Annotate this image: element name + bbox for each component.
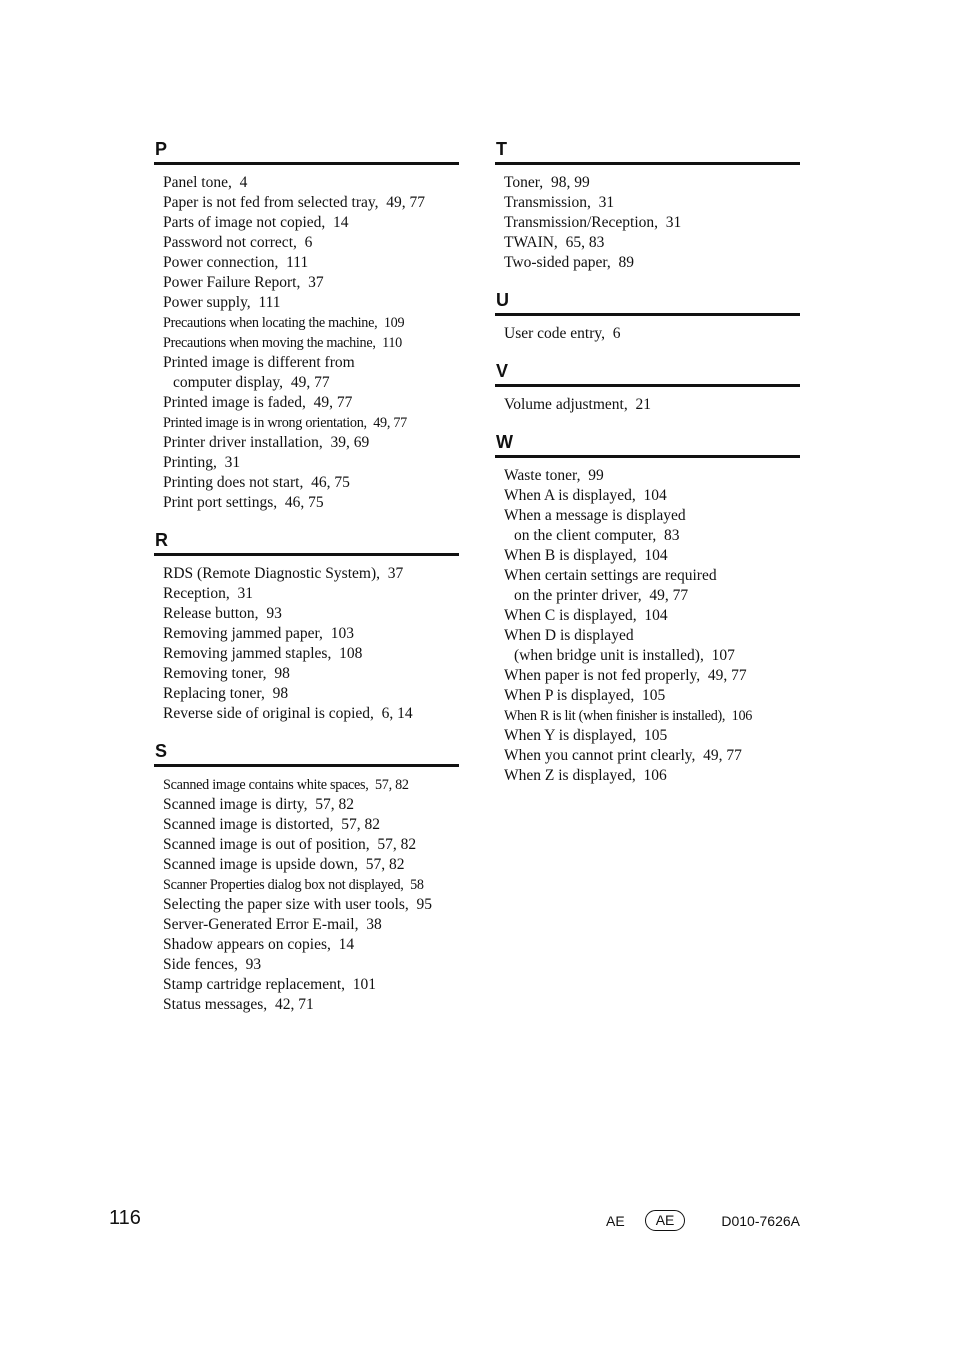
entry-term: When Z is displayed, [504,767,636,784]
entry-term: on the client computer, [514,527,657,544]
index-section [154,738,459,1015]
entry-term: Power Failure Report, [163,274,301,291]
entry-term: Password not correct, [163,234,297,251]
index-entry [154,333,459,353]
entry-pages: 21 [635,396,651,413]
entry-term: Scanned image is upside down, [163,856,359,873]
section-rule [495,455,800,458]
entry-term: When certain settings are required [504,567,717,584]
index-entry [154,293,459,313]
entry-pages: 105 [642,687,666,704]
index-entry [154,564,459,584]
entry-term: Reception, [163,585,230,602]
entry-pages: 49, 77 [313,394,353,411]
index-entry [154,775,459,795]
entry-term: Shadow appears on copies, [163,936,331,953]
entry-pages: 57, 82 [341,816,380,833]
index-entry [154,213,459,233]
entry-term: Printed image is in wrong orientation, [163,415,367,431]
index-entry [154,664,459,684]
entry-term: When R is lit (when finisher is installed), [504,708,726,724]
entry-pages: 57, 82 [375,777,409,793]
index-entry [154,624,459,644]
entry-term: Toner, [504,174,544,191]
entry-pages: 103 [330,625,354,642]
entry-term: Paper is not fed from selected tray, [163,194,379,211]
index-entry [154,795,459,815]
entry-pages: 38 [366,916,382,933]
entry-pages: 98 [274,665,290,682]
entry-term: Removing jammed paper, [163,625,323,642]
index-entry [495,746,800,766]
index-entry [495,486,800,506]
entry-term: Reverse side of original is copied, [163,705,374,722]
footer-region: AE [606,1212,625,1229]
entry-pages: 31 [598,194,615,211]
entry-pages: 4 [239,174,248,191]
section-rule [495,384,800,387]
entry-pages: 111 [258,294,281,311]
index-entry [154,704,459,724]
entry-pages: 108 [339,645,363,662]
index-entry [154,313,459,333]
section-letter: P [155,139,168,159]
index-entry [154,373,459,393]
entry-pages: 101 [352,976,377,993]
entry-term: (when bridge unit is installed), [514,647,704,664]
index-entry [495,766,800,786]
section-letter: W [496,432,513,452]
entry-term: Print port settings, [163,494,278,511]
index-entry [154,875,459,895]
index-section [154,527,459,724]
entry-pages: 49, 77 [703,747,742,764]
entry-pages: 99 [588,467,604,484]
index-entry [495,546,800,566]
entry-term: Printed image is different from [163,354,355,371]
entry-term: Status messages, [163,996,268,1013]
entry-pages: 37 [387,565,404,582]
index-entry [154,584,459,604]
footer-doc-code: D010-7626A [721,1212,800,1229]
entry-pages: 49, 77 [649,587,689,604]
index-entry [154,604,459,624]
section-letter: V [496,361,509,381]
section-rule [154,162,459,165]
index-entry [154,995,459,1015]
entry-term: TWAIN, [504,234,558,251]
index-entry [495,193,800,213]
entry-term: When a message is displayed [504,507,686,524]
entry-pages: 6, 14 [381,705,413,722]
entry-pages: 104 [644,607,668,624]
section-rule [154,764,459,767]
index-entry [154,273,459,293]
entry-pages: 57, 82 [315,796,354,813]
entry-term: Transmission, [504,194,591,211]
index-column-left [154,136,459,1029]
entry-pages: 106 [731,708,753,724]
index-entry [154,684,459,704]
section-rule [154,553,459,556]
entry-term: When Y is displayed, [504,727,637,744]
section-rule [495,313,800,316]
entry-pages: 65, 83 [565,234,605,251]
entry-term: Removing jammed staples, [163,645,332,662]
entry-pages: 83 [664,527,680,544]
index-entry [154,453,459,473]
entry-term: Power supply, [163,294,251,311]
entry-term: Printer driver installation, [163,434,323,451]
section-letter: T [496,139,507,159]
entry-pages: 39, 69 [330,434,370,451]
entry-pages: 104 [644,547,668,564]
section-letter: R [155,530,168,550]
index-entry [154,975,459,995]
entry-pages: 49, 77 [290,374,330,391]
entry-term: Parts of image not copied, [163,214,326,231]
entry-term: Server-Generated Error E-mail, [163,916,359,933]
index-entry [154,815,459,835]
entry-pages: 57, 82 [377,836,417,853]
index-entry [154,855,459,875]
entry-pages: 93 [245,956,262,973]
index-section [495,136,800,273]
index-section [154,136,459,513]
index-entry [154,835,459,855]
entry-term: User code entry, [504,325,605,342]
entry-term: When D is displayed [504,627,634,644]
entry-pages: 105 [644,727,668,744]
entry-pages: 98 [272,685,289,702]
index-section [495,287,800,344]
section-letter: S [155,741,168,761]
index-entry [495,233,800,253]
entry-pages: 49, 77 [386,194,425,211]
entry-term: When B is displayed, [504,547,637,564]
entry-term: Scanner Properties dialog box not displayed, [163,877,404,893]
index-entry [154,935,459,955]
entry-term: Waste toner, [504,467,581,484]
entry-term: RDS (Remote Diagnostic System), [163,565,380,582]
entry-term: Side fences, [163,956,238,973]
entry-term: Scanned image is out of position, [163,836,370,853]
index-entry [495,395,800,415]
index-entry [154,253,459,273]
entry-term: When A is displayed, [504,487,636,504]
entry-term: Printing, [163,454,217,471]
entry-pages: 110 [382,335,402,351]
index-entry [495,646,800,666]
index-entry [154,433,459,453]
entry-term: Precautions when locating the machine, [163,315,378,331]
entry-pages: 14 [338,936,355,953]
index-entry [495,466,800,486]
entry-pages: 6 [304,234,313,251]
entry-pages: 98, 99 [550,174,590,191]
index-entry [154,193,459,213]
entry-term: When C is displayed, [504,607,637,624]
index-section [495,358,800,415]
entry-pages: 31 [237,585,253,602]
entry-term: computer display, [173,374,284,391]
entry-pages: 42, 71 [274,996,314,1013]
index-entry [495,666,800,686]
entry-term: When P is displayed, [504,687,635,704]
entry-pages: 46, 75 [311,474,350,491]
entry-term: Precautions when moving the machine, [163,335,376,351]
index-entry [495,173,800,193]
index-entry [154,915,459,935]
entry-pages: 109 [383,315,405,331]
entry-term: Transmission/Reception, [504,214,659,231]
entry-term: Stamp cartridge replacement, [163,976,346,993]
index-entry [495,253,800,273]
index-entry [495,706,800,726]
entry-pages: 31 [665,214,682,231]
page-number: 116 [109,1207,141,1229]
index-entry [495,506,800,526]
entry-pages: 46, 75 [284,494,324,511]
entry-term: Volume adjustment, [504,396,628,413]
index-entry [154,353,459,373]
index-entry [495,213,800,233]
entry-pages: 111 [286,254,309,271]
section-rule [495,162,800,165]
index-entry [495,526,800,546]
entry-pages: 6 [612,325,621,342]
entry-term: Selecting the paper size with user tools, [163,896,409,913]
index-entry [495,686,800,706]
index-column-right [495,136,800,800]
entry-term: Removing toner, [163,665,267,682]
entry-pages: 106 [643,767,667,784]
entry-term: Replacing toner, [163,685,265,702]
entry-pages: 57, 82 [365,856,405,873]
index-entry [154,413,459,433]
index-entry [154,644,459,664]
index-entry [495,586,800,606]
entry-term: Scanned image is distorted, [163,816,334,833]
entry-term: on the printer driver, [514,587,642,604]
index-entry [154,473,459,493]
entry-term: Panel tone, [163,174,232,191]
index-entry [154,955,459,975]
entry-term: Printing does not start, [163,474,304,491]
entry-term: Scanned image is dirty, [163,796,308,813]
entry-pages: 107 [711,647,735,664]
entry-term: Power connection, [163,254,279,271]
index-entry [154,895,459,915]
entry-pages: 14 [333,214,349,231]
entry-term: Two-sided paper, [504,254,611,271]
entry-pages: 93 [266,605,282,622]
index-entry [154,173,459,193]
index-entry [495,606,800,626]
entry-term: Release button, [163,605,259,622]
index-entry [495,626,800,646]
entry-term: When you cannot print clearly, [504,747,696,764]
entry-term: Printed image is faded, [163,394,306,411]
entry-pages: 58 [410,877,424,893]
section-letter: U [496,290,509,310]
entry-pages: 95 [416,896,433,913]
entry-pages: 49, 77 [373,415,407,431]
entry-pages: 104 [643,487,667,504]
index-entry [154,493,459,513]
page-footer [606,1210,800,1231]
entry-pages: 89 [618,254,635,271]
entry-term: Scanned image contains white spaces, [163,777,369,793]
index-entry [495,566,800,586]
index-entry [495,324,800,344]
entry-pages: 31 [224,454,241,471]
entry-pages: 37 [308,274,324,291]
entry-pages: 49, 77 [707,667,747,684]
footer-region-badge: AE [645,1210,686,1231]
index-entry [154,233,459,253]
index-entry [495,726,800,746]
entry-term: When paper is not fed properly, [504,667,701,684]
index-section [495,429,800,786]
index-entry [154,393,459,413]
